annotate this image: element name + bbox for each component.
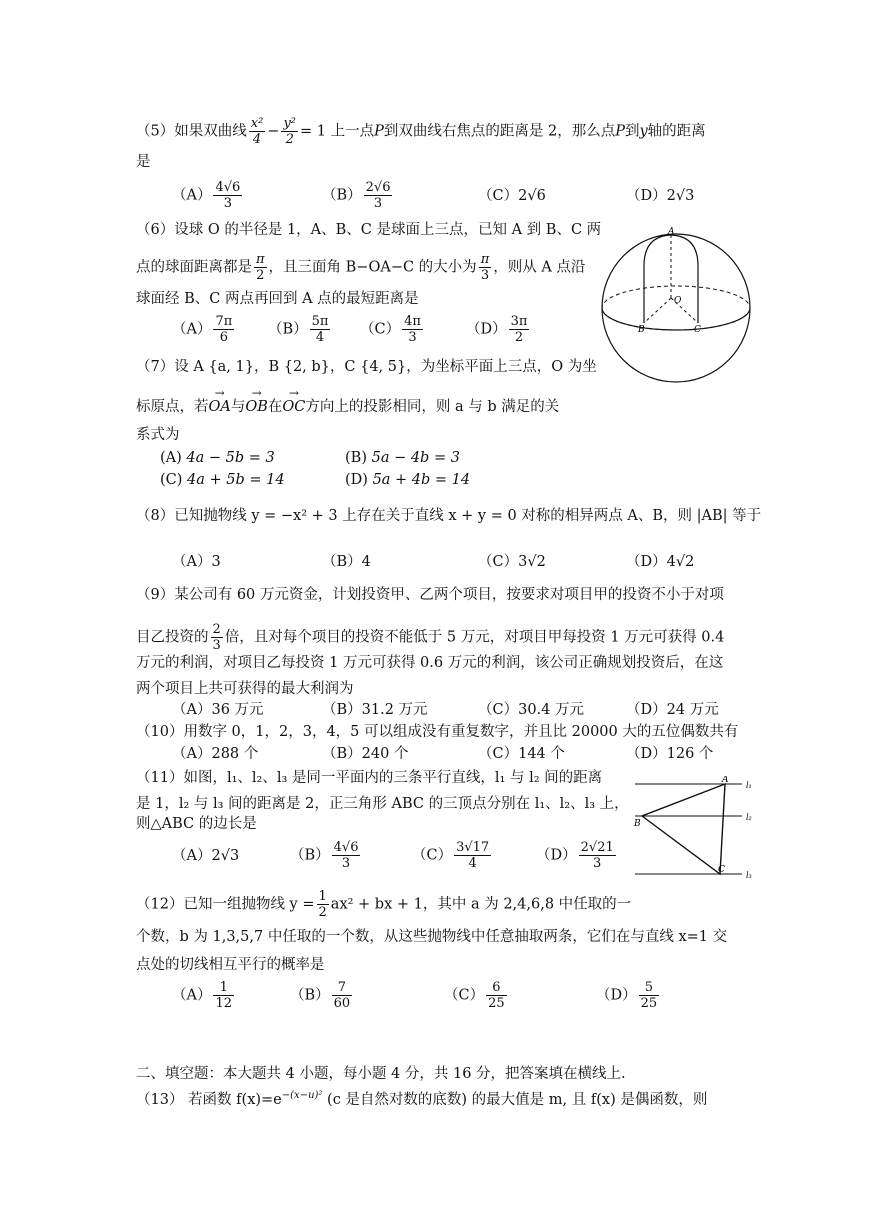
q13-line1: （13） 若函数 $f(x)=e^{-(x-u)^2}$ (c 是自然对数的底数) 的最大值是 m, 且 f(x) 是偶函数，则 xyxy=(136,1090,708,1108)
q5-fraction-x2: $\frac{\text{x²}}{4}$ xyxy=(250,116,264,147)
q9-option-b: （B）31.2 万元 xyxy=(322,702,428,718)
q7-option-d: (D) 5a + 4b = 14 xyxy=(345,472,471,488)
q10-line1: （10）用数字 0，1，2，3，4，5 可以组成没有重复数字，并且比 20000 大的五位偶数共有 xyxy=(136,724,739,740)
sphere-label-b: B xyxy=(638,325,645,335)
q6-line1: （6）设球 O 的半径是 1，A、B、C 是球面上三点，已知 A 到 B、C 两 xyxy=(136,222,602,238)
q8-option-a: （A）3 xyxy=(172,554,221,570)
q7-option-c: (C) 4a + 5b = 14 xyxy=(160,472,285,488)
q6-line3: 球面经 B、C 两点再回到 A 点的最短距离是 xyxy=(136,291,419,307)
q7-option-b: (B) 5a − 4b = 3 xyxy=(345,450,460,466)
q5-option-b: （B） $\frac{2√6}{3}$ xyxy=(322,180,391,211)
q7-line2: 标原点，若→ OA与→ OB在→ OC方向上的投影相同，则 a 与 b 满足的关 xyxy=(136,397,559,417)
q10-option-a: （A）288 个 xyxy=(172,746,259,762)
q7-line1: （7）设 A {a, 1}，B {2, b}，C {4, 5}，为坐标平面上三点，O 为坐 xyxy=(136,359,597,375)
q8-option-d: （D）4√2 xyxy=(626,554,695,570)
q11-line2: 是 1，l₂ 与 l₃ 间的距离是 2，正三角形 ABC 的三顶点分别在 l₁、l₂、l₃ 上， xyxy=(136,796,629,812)
q9-line1: （9）某公司有 60 万元资金，计划投资甲、乙两个项目，按要求对项目甲的投资不小于对项 xyxy=(136,587,724,603)
q12-option-a: （A） $\frac{1}{12}$ xyxy=(172,980,233,1011)
q9-line3: 万元的利润，对项目乙每投资 1 万元可获得 0.6 万元的利润，该公司正确规划投资后，在这 xyxy=(136,655,724,671)
figure-label-l1: l₁ xyxy=(746,781,752,790)
q5-fraction-y2: $\frac{\text{y²}}{2}$ xyxy=(283,116,296,147)
q12-line2: 个数，b 为 1,3,5,7 中任取的一个数，从这些抛物线中任意抽取两条，它们在与直线 x=1 交 xyxy=(136,929,728,945)
q5-option-d: （D）2√3 xyxy=(626,188,695,204)
q8-line1: （8）已知抛物线 y = −x² + 3 上存在关于直线 x + y = 0 对称的相异两点 A、B，则 |AB| 等于 xyxy=(136,508,762,524)
section-2-title: 二、填空题：本大题共 4 小题，每小题 4 分，共 16 分，把答案填在横线上. xyxy=(136,1066,626,1082)
q5-option-a: （A） $\frac{4√6}{3}$ xyxy=(172,180,241,211)
figure-label-l2: l₂ xyxy=(746,813,752,822)
sphere-figure xyxy=(596,226,756,386)
q11-option-a: （A）2√3 xyxy=(172,848,240,864)
figure-label-l3: l₃ xyxy=(746,871,752,880)
q10-option-c: （C）144 个 xyxy=(478,746,565,762)
q11-option-d: （D） $\frac{2√21}{3}$ xyxy=(536,840,614,871)
q5-option-c: （C）2√6 xyxy=(478,188,546,204)
q11-option-b: （B） $\frac{4√6}{3}$ xyxy=(290,840,359,871)
q8-option-c: （C）3√2 xyxy=(478,554,546,570)
q6-line2: 点的球面距离都是 $\frac{\pi}{2}$ ，且三面角 B−OA−C 的大小为 $\frac{\pi}{3}$ ，则从 A 点沿 xyxy=(136,252,586,283)
sphere-label-c: C xyxy=(694,325,701,335)
q12-option-c: （C） $\frac{6}{25}$ xyxy=(444,980,505,1011)
figure-label-a: A xyxy=(722,776,729,785)
q7-line3: 系式为 xyxy=(136,427,180,443)
sphere-label-o: O xyxy=(674,296,682,306)
q10-option-d: （D）126 个 xyxy=(626,746,714,762)
parallel-lines-figure xyxy=(630,776,760,886)
q6-option-d: （D） $\frac{3\pi}{2}$ xyxy=(466,314,528,345)
sphere-label-a: A xyxy=(668,227,675,237)
q12-line3: 点处的切线相互平行的概率是 xyxy=(136,957,325,973)
q5-line2: 是 xyxy=(136,154,151,170)
q12-option-b: （B） $\frac{7}{60}$ xyxy=(290,980,351,1011)
q9-line2: 目乙投资的 $\frac{2}{3}$ 倍，且对每个项目的投资不能低于 5 万元，对项目甲每投资 1 万元可获得 0.4 xyxy=(136,622,725,653)
q11-line1: （11）如图，l₁、l₂、l₃ 是同一平面内的三条平行直线，l₁ 与 l₂ 间的距离 xyxy=(136,770,603,786)
q10-option-b: （B）240 个 xyxy=(322,746,409,762)
q12-option-d: （D） $\frac{5}{25}$ xyxy=(596,980,658,1011)
q5-line1: （5）如果双曲线 $\frac{\text{x²}}{4}$ − $\frac{\text{y²}}{2}$ = 1 上一点P到双曲线右焦点的距离是 2，那么点P到y轴的距离 xyxy=(136,116,706,147)
figure-label-b: B xyxy=(634,819,641,829)
q6-option-a: （A） $\frac{7\pi}{6}$ xyxy=(172,314,233,345)
figure-label-c: C xyxy=(718,865,725,875)
q6-option-b: （B） $\frac{5\pi}{4}$ xyxy=(268,314,329,345)
q9-option-c: （C）30.4 万元 xyxy=(478,702,585,718)
q8-option-b: （B）4 xyxy=(322,554,371,570)
q6-option-c: （C） $\frac{4\pi}{3}$ xyxy=(360,314,421,345)
q11-line3: 则△ABC 的边长是 xyxy=(136,816,257,832)
q9-option-d: （D）24 万元 xyxy=(626,702,719,718)
q7-option-a: (A) 4a − 5b = 3 xyxy=(160,450,275,466)
q9-line4: 两个项目上共可获得的最大利润为 xyxy=(136,681,354,697)
q12-line1: （12）已知一组抛物线 y = $\frac{1}{2}$ ax² + bx + 1，其中 a 为 2,4,6,8 中任取的一 xyxy=(136,889,632,920)
q9-option-a: （A）36 万元 xyxy=(172,702,264,718)
q11-option-c: （C） $\frac{3√17}{4}$ xyxy=(412,840,490,871)
